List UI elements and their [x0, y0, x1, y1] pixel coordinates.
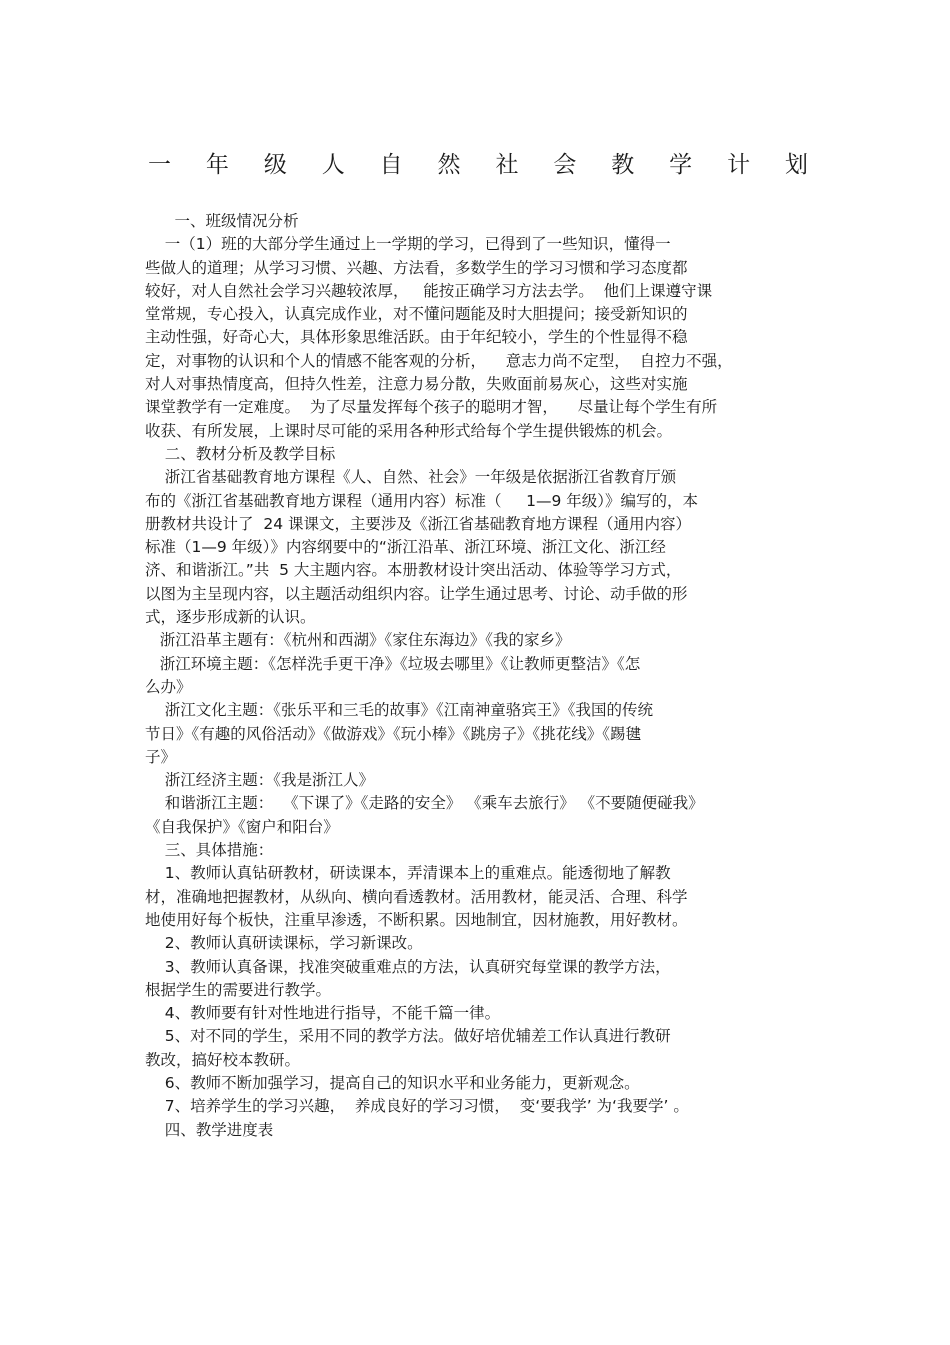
text-line: 浙江经济主题：《我是浙江人》 [145, 771, 374, 790]
text-line: 子》 [145, 747, 177, 766]
text-line: 册教材共设计了 24 课课文，主要涉及《浙江省基础教育地方课程（通用内容） [145, 514, 692, 533]
text-line: 标准（1—9 年级）》内容纲要中的“浙江沿革、浙江环境、浙江文化、浙江经 [145, 538, 666, 557]
text-line: 6、教师不断加强学习，提高自己的知识水平和业务能力，更新观念。 [145, 1073, 640, 1092]
text-line: 《自我保护》《窗户和阳台》 [145, 817, 339, 836]
text-line: 和谐浙江主题： 《下课了》《走路的安全》 《乘车去旅行》 《不要随便碰我》 [145, 794, 704, 813]
text-line: 教改，搞好校本教研。 [145, 1050, 301, 1069]
text-line: 么办》 [145, 677, 192, 696]
text-line: 5、对不同的学生，采用不同的教学方法。做好培优辅差工作认真进行教研 [145, 1027, 671, 1046]
text-line: 节日》《有趣的风俗活动》《做游戏》《玩小棒》《跳房子》《挑花线》《踢毽 [145, 724, 642, 743]
text-line: 地使用好每个板快，注重早渗透，不断积累。因地制宜，因材施教，用好教材。 [145, 910, 688, 929]
text-line: 浙江环境主题：《怎样洗手更干净》《垃圾去哪里》《让教师更整洁》《怎 [145, 654, 641, 673]
text-line: 根据学生的需要进行教学。 [145, 980, 332, 999]
title-char: 人 [321, 152, 345, 178]
text-line: 一（1）班的大部分学生通过上一学期的学习，已得到了一些知识，懂得一 [145, 235, 671, 254]
title-char: 学 [669, 152, 693, 178]
text-line: 较好，对人自然社会学习兴趣较浓厚， 能按正确学习方法去学。 他们上课遵守课 [145, 281, 713, 300]
text-line: 三、具体措施： [145, 841, 274, 860]
text-line: 布的《浙江省基础教育地方课程（通用内容）标准（ 1—9 年级）》编写的，本 [145, 491, 699, 510]
title-char: 计 [727, 152, 751, 178]
text-line: 浙江文化主题：《张乐平和三毛的故事》《江南神童骆宾王》《我国的传统 [145, 701, 653, 720]
title-char: 年 [205, 152, 229, 178]
text-line: 1、教师认真钻研教材，研读课本，弄清课本上的重难点。能透彻地了解教 [145, 864, 671, 883]
text-line: 一、班级情况分析 [145, 212, 299, 230]
text-line: 2、教师认真研读课标，学习新课改。 [145, 934, 423, 953]
text-line: 材，准确地把握教材，从纵向、横向看透教材。活用教材，能灵活、合理、科学 [145, 887, 688, 906]
text-line: 浙江省基础教育地方课程《人、自然、社会》一年级是依据浙江省教育厅颁 [145, 468, 677, 487]
title-char: 自 [379, 152, 403, 178]
document-title [148, 150, 808, 180]
text-line: 四、教学进度表 [145, 1120, 274, 1139]
title-char: 划 [784, 152, 808, 178]
text-line: 式，逐步形成新的认识。 [145, 608, 316, 627]
text-line: 收获、有所发展，上课时尽可能的采用各种形式给每个学生提供锻炼的机会。 [145, 421, 673, 440]
title-char: 一 [148, 152, 171, 178]
text-line: 4、教师要有针对性地进行指导，不能千篇一律。 [145, 1004, 501, 1023]
text-line: 课堂教学有一定难度。 为了尽量发挥每个孩子的聪明才智， 尽量让每个学生有所 [145, 398, 718, 417]
text-line: 3、教师认真备课，找准突破重难点的方法，认真研究每堂课的教学方法， [145, 957, 671, 976]
title-char: 会 [553, 152, 577, 178]
text-line: 浙江沿革主题有：《杭州和西湖》《家住东海边》《我的家乡》 [145, 631, 571, 650]
document-body [145, 210, 810, 1142]
text-line: 济、和谐浙江。”共 5 大主题内容。本册教材设计突出活动、体验等学习方式， [145, 561, 682, 580]
title-char: 社 [495, 152, 519, 178]
title-char: 级 [263, 152, 287, 178]
text-line: 7、培养学生的学习兴趣， 养成良好的学习习惯， 变‘要我学’ 为‘我要学’ 。 [145, 1097, 689, 1116]
text-line: 以图为主呈现内容，以主题活动组织内容。让学生通过思考、讨论、动手做的形 [145, 584, 688, 603]
title-char: 教 [611, 152, 635, 178]
text-line: 定，对事物的认识和个人的情感不能客观的分析， 意志力尚不定型， 自控力不强， [145, 351, 733, 370]
text-line: 对人对事热情度高，但持久性差，注意力易分散，失败面前易灰心，这些对实施 [145, 375, 688, 394]
text-line: 主动性强，好奇心大，具体形象思维活跃。由于年纪较小，学生的个性显得不稳 [145, 328, 688, 347]
text-line: 二、教材分析及教学目标 [145, 444, 336, 463]
title-char: 然 [437, 152, 461, 178]
text-line: 堂常规，专心投入，认真完成作业，对不懂问题能及时大胆提问；接受新知识的 [145, 305, 688, 324]
text-line: 些做人的道理；从学习习惯、兴趣、方法看，多数学生的学习习惯和学习态度都 [145, 258, 688, 277]
